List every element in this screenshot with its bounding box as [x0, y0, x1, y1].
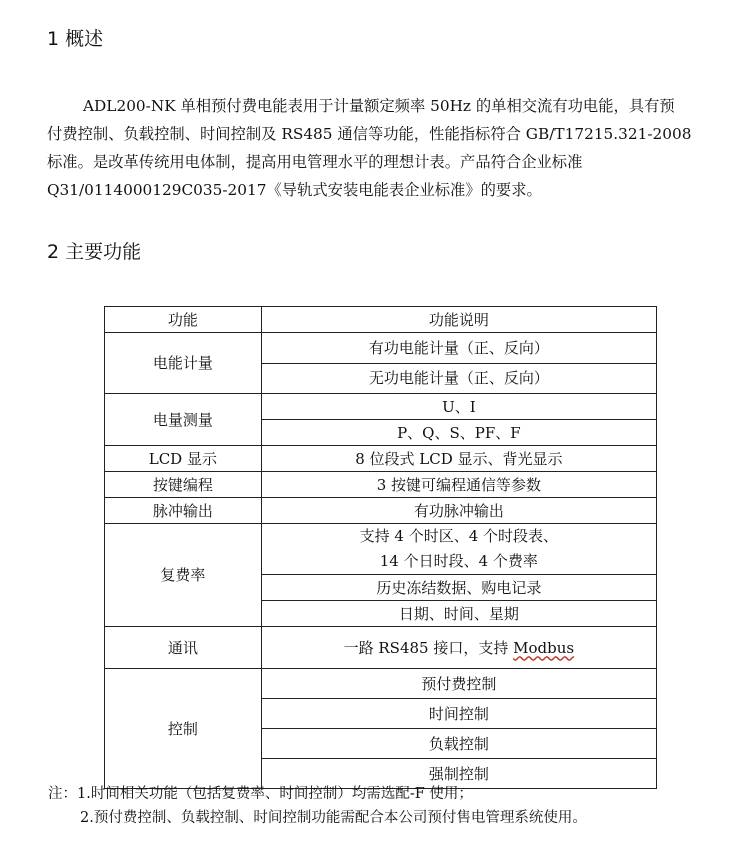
function-detail: [261, 627, 656, 669]
function-detail: U、I: [261, 394, 656, 420]
function-name: 电能计量: [105, 333, 262, 394]
function-detail-line: 14 个日时段、4 个费率: [379, 552, 538, 570]
function-name: 复费率: [105, 524, 262, 627]
table-row: [105, 524, 657, 575]
table-row: [105, 472, 657, 498]
function-detail: 预付费控制: [261, 669, 656, 699]
function-name: 通讯: [105, 627, 262, 669]
function-detail: P、Q、S、PF、F: [261, 420, 656, 446]
header-description: 功能说明: [261, 307, 656, 333]
table-row: [105, 394, 657, 420]
function-detail: 无功电能计量（正、反向）: [261, 363, 656, 394]
note-2: 2.预付费控制、负载控制、时间控制功能需配合本公司预付售电管理系统使用。: [80, 810, 587, 826]
function-detail: 3 按键可编程通信等参数: [261, 472, 656, 498]
function-detail: 强制控制: [261, 759, 656, 789]
overview-paragraph: [47, 92, 713, 204]
overview-line-3: 标准。是改革传统用电体制，提高用电管理水平的理想计表。产品符合企业标准: [47, 153, 583, 171]
function-table: [104, 306, 657, 789]
table-header-row: [105, 307, 657, 333]
function-name: 电量测量: [105, 394, 262, 446]
modbus-text: Modbus: [513, 638, 575, 657]
function-detail: [261, 524, 656, 575]
table-row: [105, 498, 657, 524]
comm-detail-text: 一路 RS485 接口，支持: [343, 638, 514, 657]
function-name: 脉冲输出: [105, 498, 262, 524]
function-detail: 有功脉冲输出: [261, 498, 656, 524]
function-detail-line: 支持 4 个时区、4 个时段表、: [359, 527, 559, 545]
function-name: 按键编程: [105, 472, 262, 498]
overview-line-1: ADL200-NK 单相预付费电能表用于计量额定频率 50Hz 的单相交流有功电能，具有预: [83, 97, 675, 115]
section-2-heading: 2 主要功能: [47, 241, 142, 263]
table-row: [105, 446, 657, 472]
function-detail: 负载控制: [261, 729, 656, 759]
header-function: 功能: [105, 307, 262, 333]
table-row: [105, 333, 657, 364]
function-detail: 8 位段式 LCD 显示、背光显示: [261, 446, 656, 472]
function-detail: 时间控制: [261, 699, 656, 729]
function-name: 控制: [105, 669, 262, 789]
overview-line-4: Q31/0114000129C035-2017《导轨式安装电能表企业标准》的要求。: [47, 181, 542, 199]
overview-line-2: 付费控制、负载控制、时间控制及 RS485 通信等功能，性能指标符合 GB/T17215.321-2008: [47, 125, 692, 143]
table-row: [105, 627, 657, 669]
function-detail: 历史冻结数据、购电记录: [261, 575, 656, 601]
function-detail: 有功电能计量（正、反向）: [261, 333, 656, 364]
table-row: [105, 669, 657, 699]
section-1-heading: 1 概述: [47, 28, 104, 50]
function-detail: 日期、时间、星期: [261, 601, 656, 627]
function-name: LCD 显示: [105, 446, 262, 472]
note-1: 注：1.时间相关功能（包括复费率、时间控制）均需选配-F 使用；: [48, 786, 473, 802]
